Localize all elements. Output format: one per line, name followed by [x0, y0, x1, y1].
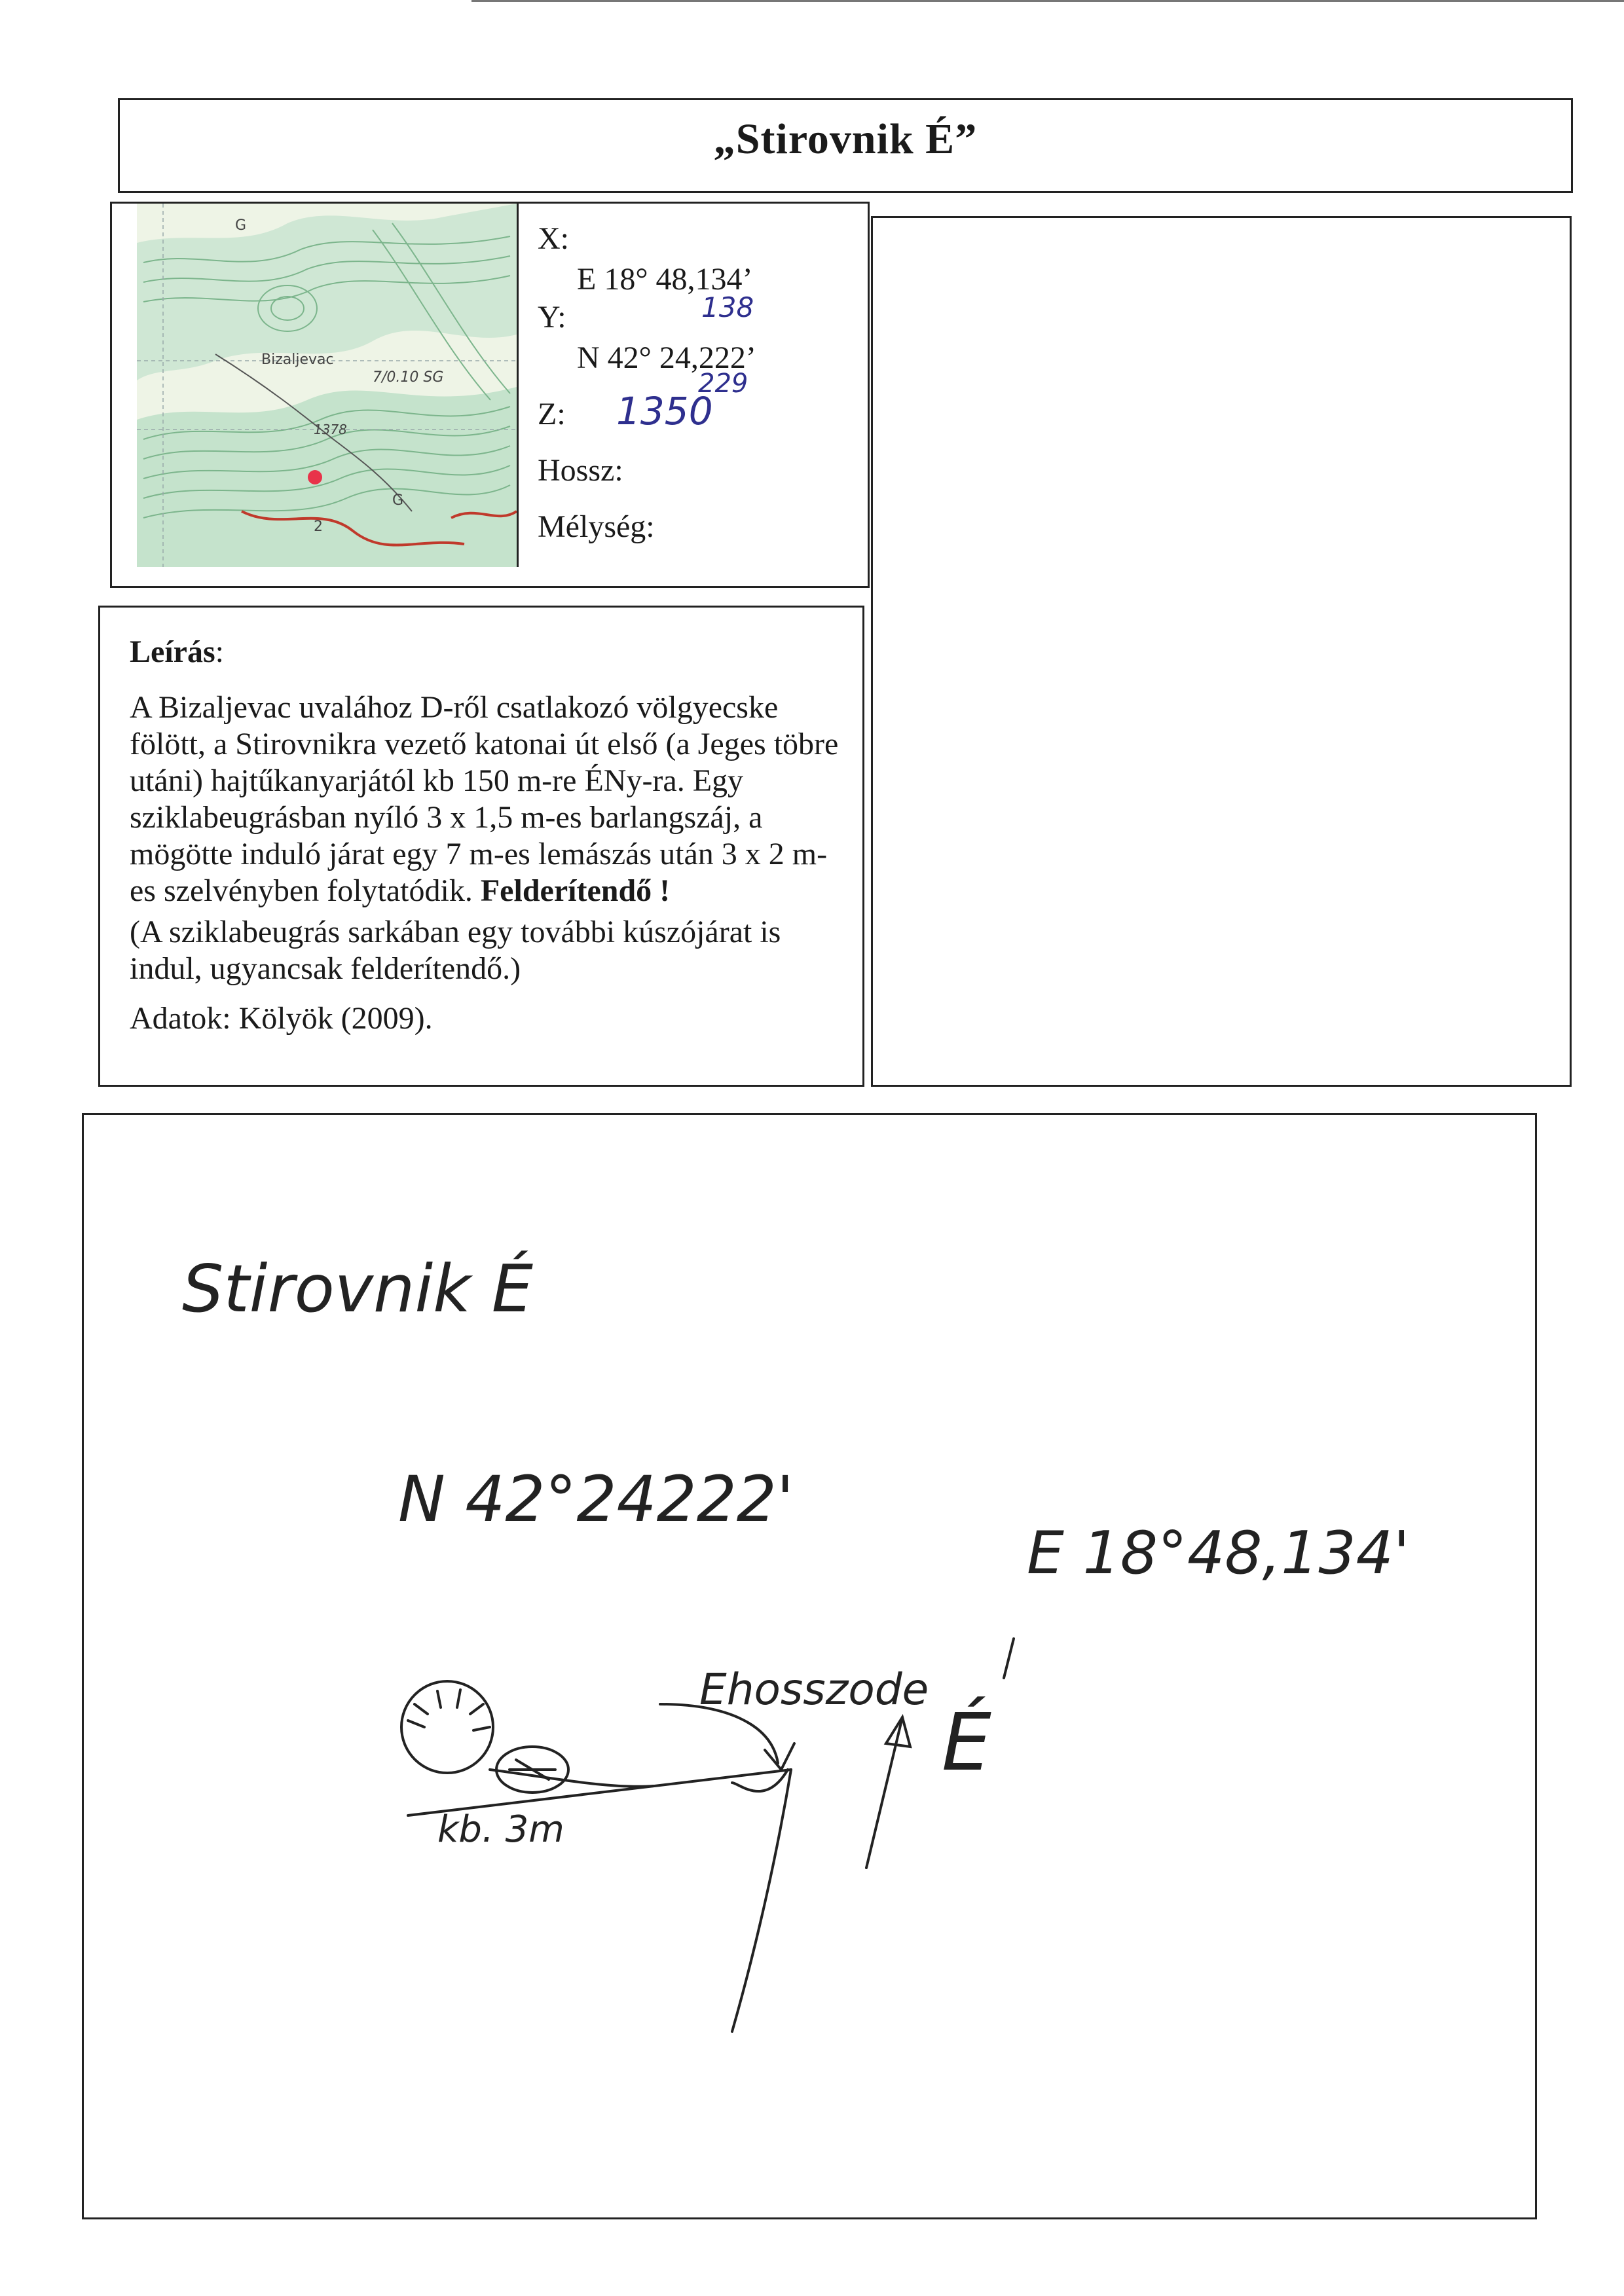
topographic-map [137, 204, 519, 567]
location-box [110, 202, 870, 588]
svg-text:G: G [235, 217, 247, 234]
description-box [98, 606, 864, 1087]
sketch-cave-name: Stirovnik É [182, 1250, 533, 1327]
title-box [118, 98, 1573, 193]
hand-sketch [84, 1115, 1535, 2217]
sketch-north-label: É [942, 1698, 991, 1789]
svg-text:G: G [392, 492, 404, 509]
map-grid-label: 7/0.10 SG [373, 369, 444, 386]
sketch-path-label: Ehosszode [699, 1664, 929, 1715]
scan-edge-line [471, 0, 1624, 2]
map-place-label: Bizaljevac [261, 352, 334, 368]
sketch-box [82, 1113, 1537, 2219]
length-label: Hossz: [538, 453, 623, 488]
z-handwritten-note: 229 [698, 369, 748, 399]
sketch-east-coordinate: E 18°48,134' [1027, 1519, 1410, 1588]
description-heading: Leírás: [130, 634, 224, 669]
depth-label: Mélység: [538, 509, 655, 544]
z-handwritten-value: 1350 [616, 389, 713, 433]
x-label: X: [538, 221, 569, 256]
explore-note: Felderítendő ! [480, 873, 671, 908]
description-paragraph-note: (A sziklabeugrás sarkában egy további kúszójárat is indul, ugyancsak felderítendő.) [130, 915, 781, 986]
y-handwritten-note: 138 [701, 291, 754, 323]
photo-placeholder-box [871, 216, 1572, 1087]
description-paragraph-main: A Bizaljevac uvalához D-ről csatlakozó völgyecske fölött, a Stirovnikra vezető katonai út első (a Jeges töbre utáni) hajtűkanyarjától kb 150 m-re ÉNy-ra. Egy sziklabeugrásban nyíló 3 x 1,5 m-es barlangszáj, a mögötte induló járat egy 7 m-es lemászás után 3 x 2 m-es szelvényben folytatódik. Felderítendő ! [130, 690, 839, 908]
map-elevation-label: 1378 [314, 422, 347, 437]
cave-location-marker-icon [308, 470, 322, 484]
description-data-source: Adatok: Kölyök (2009). [130, 1001, 433, 1036]
y-label: Y: [538, 300, 566, 335]
sketch-distance-label: kb. 3m [437, 1808, 564, 1851]
x-value: E 18° 48,134’ [577, 262, 753, 297]
z-label: Z: [538, 397, 566, 431]
page-title: „Stirovnik É” [713, 115, 978, 163]
svg-text:2: 2 [314, 519, 323, 535]
y-value: N 42° 24,222’ [577, 340, 756, 375]
sketch-north-coordinate: N 42°24222' [398, 1463, 794, 1536]
sink-doline-icon [401, 1681, 493, 1773]
